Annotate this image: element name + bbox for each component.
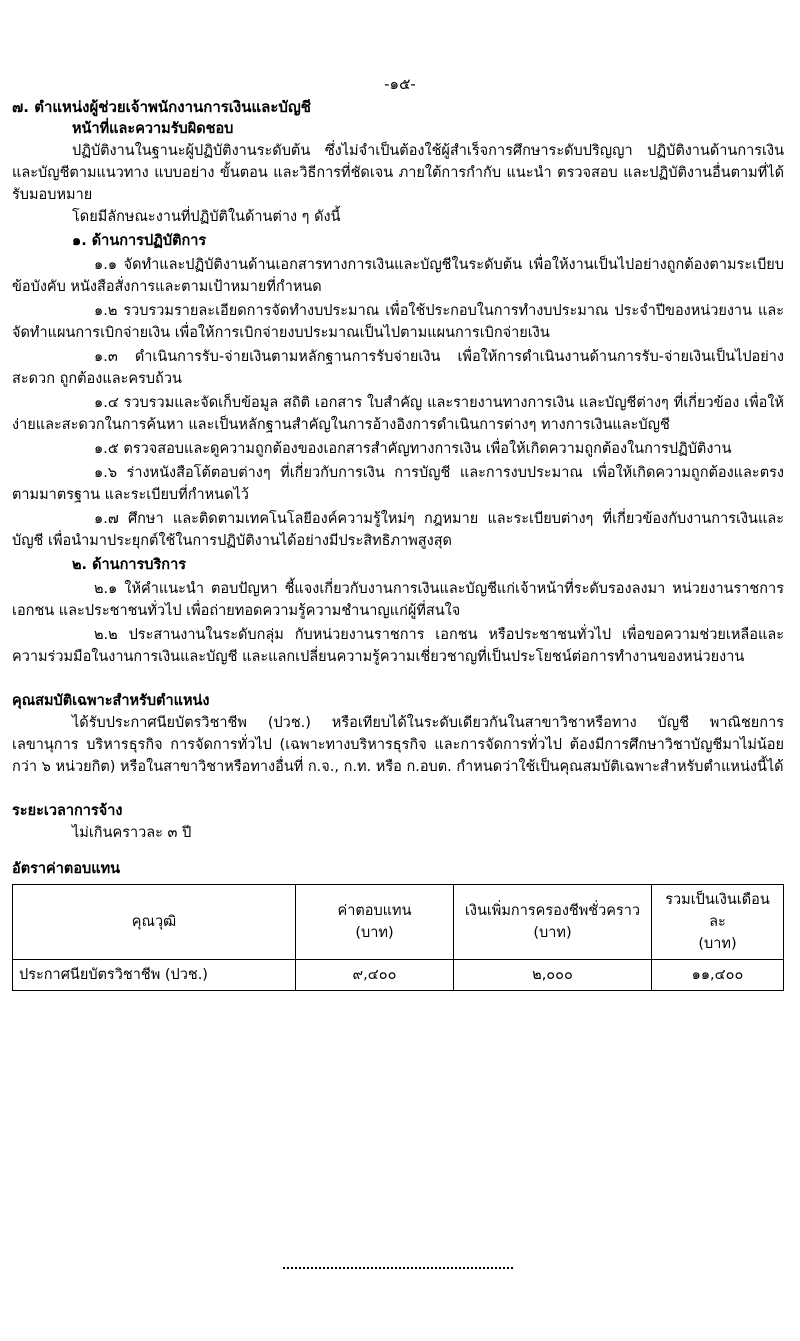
- cell-compensation: ๙,๔๐๐: [296, 960, 454, 991]
- contract-text: ไม่เกินคราวละ ๓ ปี: [72, 825, 192, 841]
- cell-cost-of-living: ๒,๐๐๐: [454, 960, 652, 991]
- services-item: ๒.๑ ให้คำแนะนำ ตอบปัญหา ชี้แจงเกี่ยวกับงานการเงินและบัญชีแก่เจ้าหน้าที่ระดับรองลงมา หน่วยงานราชการ เอกชน และประชาชนทั่วไป เพื่อถ่ายทอดความรู้ความชำนาญแก่ผู้ที่สนใจ: [12, 581, 784, 619]
- section-services-title: ๒. ด้านการบริการ: [72, 557, 186, 573]
- position-title: ๗. ตำแหน่งผู้ช่วยเจ้าพนักงานการเงินและบัญชี: [12, 98, 311, 116]
- operations-item: ๑.๓ ดำเนินการรับ-จ่ายเงินตามหลักฐานการรับจ่ายเงิน เพื่อให้การดำเนินงานด้านการรับ-จ่ายเงินเป็นไปอย่างสะดวก ถูกต้องและครบถ้วน: [12, 349, 784, 387]
- qualification-text: ได้รับประกาศนียบัตรวิชาชีพ (ปวช.) หรือเทียบได้ในระดับเดียวกันในสาขาวิชาหรือทาง บัญชี พาณิชยการ เลขานุการ บริหารธุรกิจ การจัดการทั่วไป (เฉพาะทางบริหารธุรกิจ และการจัดการทั่วไป ต้องมีการศึกษาวิชาบัญชีมาไม่น้อยกว่า ๖ หน่วยกิต) หรือในสาขาวิชาหรือทางอื่นที่ ก.จ., ก.ท. หรือ ก.อบต. กำหนดว่าใช้เป็นคุณสมบัติเฉพาะสำหรับตำแหน่งนี้ได้: [12, 715, 784, 775]
- cell-monthly-total: ๑๑,๔๐๐: [652, 960, 784, 991]
- pay-table: [12, 884, 784, 991]
- qualification-heading: คุณสมบัติเฉพาะสำหรับตำแหน่ง: [12, 693, 210, 709]
- operations-item: ๑.๗ ศึกษา และติดตามเทคโนโลยีองค์ความรู้ใหม่ๆ กฎหมาย และระเบียบต่างๆ ที่เกี่ยวข้องกับงานการเงินและบัญชี เพื่อนำมาประยุกต์ใช้ในการปฏิบัติงานได้อย่างมีประสิทธิภาพสูงสุด: [12, 511, 784, 549]
- table-row: [13, 960, 784, 991]
- operations-item: ๑.๑ จัดทำและปฏิบัติงานด้านเอกสารทางการเงินและบัญชีในระดับต้น เพื่อให้งานเป็นไปอย่างถูกต้องตามระเบียบ ข้อบังคับ หนังสือสั่งการและตามเป้าหมายที่กำหนด: [12, 257, 784, 295]
- section-operations-title: ๑. ด้านการปฏิบัติการ: [72, 233, 207, 249]
- pay-heading: อัตราค่าตอบแทน: [12, 861, 121, 877]
- end-dotted-line: [283, 1267, 513, 1271]
- contract-heading: ระยะเวลาการจ้าง: [12, 803, 123, 819]
- document-body: [12, 96, 784, 991]
- header-monthly-total: รวมเป็นเงินเดือนละ (บาท): [652, 885, 784, 960]
- cell-qualification: ประกาศนียบัตรวิชาชีพ (ปวช.): [13, 960, 296, 991]
- operations-item: ๑.๔ รวบรวมและจัดเก็บข้อมูล สถิติ เอกสาร ใบสำคัญ และรายงานทางการเงิน และบัญชีต่างๆ ที่เกี่ยวข้อง เพื่อให้ง่ายและสะดวกในการค้นหา และเป็นหลักฐานสำคัญในการอ้างอิงการดำเนินการต่างๆ ทางการเงินและบัญชี: [12, 395, 784, 433]
- operations-item: ๑.๖ ร่างหนังสือโต้ตอบต่างๆ ที่เกี่ยวกับการเงิน การบัญชี และการงบประมาณ เพื่อให้เกิดความถูกต้องและตรงตามมาตรฐาน และระเบียบที่กำหนดไว้: [12, 465, 784, 503]
- duties-heading: หน้าที่และความรับผิดชอบ: [72, 121, 234, 137]
- duties-intro: ปฏิบัติงานในฐานะผู้ปฏิบัติงานระดับต้น ซึ่งไม่จำเป็นต้องใช้ผู้สำเร็จการศึกษาระดับปริญญา ปฏิบัติงานด้านการเงินและบัญชีตามแนวทาง แบบอย่าง ขั้นตอน และวิธีการที่ชัดเจน ภายใต้การกำกับ แนะนำ ตรวจสอบ และปฏิบัติงานอื่นตามที่ได้รับมอบหมาย: [12, 143, 784, 203]
- duties-lead: โดยมีลักษณะงานที่ปฏิบัติในด้านต่าง ๆ ดังนี้: [72, 209, 341, 225]
- header-compensation: ค่าตอบแทน (บาท): [296, 885, 454, 960]
- operations-item: ๑.๕ ตรวจสอบและดูความถูกต้องของเอกสารสำคัญทางการเงิน เพื่อให้เกิดความถูกต้องในการปฏิบัติงาน: [94, 441, 732, 457]
- header-qualification: คุณวุฒิ: [13, 885, 296, 960]
- header-cost-of-living: เงินเพิ่มการครองชีพชั่วคราว (บาท): [454, 885, 652, 960]
- page-number: -๑๕-: [384, 75, 416, 93]
- operations-item: ๑.๒ รวบรวมรายละเอียดการจัดทำงบประมาณ เพื่อใช้ประกอบในการทำงบประมาณ ประจำปีของหน่วยงาน และจัดทำแผนการเบิกจ่ายเงิน เพื่อให้การเบิกจ่ายงบประมาณเป็นไปตามแผนการเบิกจ่ายเงิน: [12, 303, 784, 341]
- services-item: ๒.๒ ประสานงานในระดับกลุ่ม กับหน่วยงานราชการ เอกชน หรือประชาชนทั่วไป เพื่อขอความช่วยเหลือและความร่วมมือในงานการเงินและบัญชี และแลกเปลี่ยนความรู้ความเชี่ยวชาญที่เป็นประโยชน์ต่อการทำงานของหน่วยงาน: [12, 627, 784, 665]
